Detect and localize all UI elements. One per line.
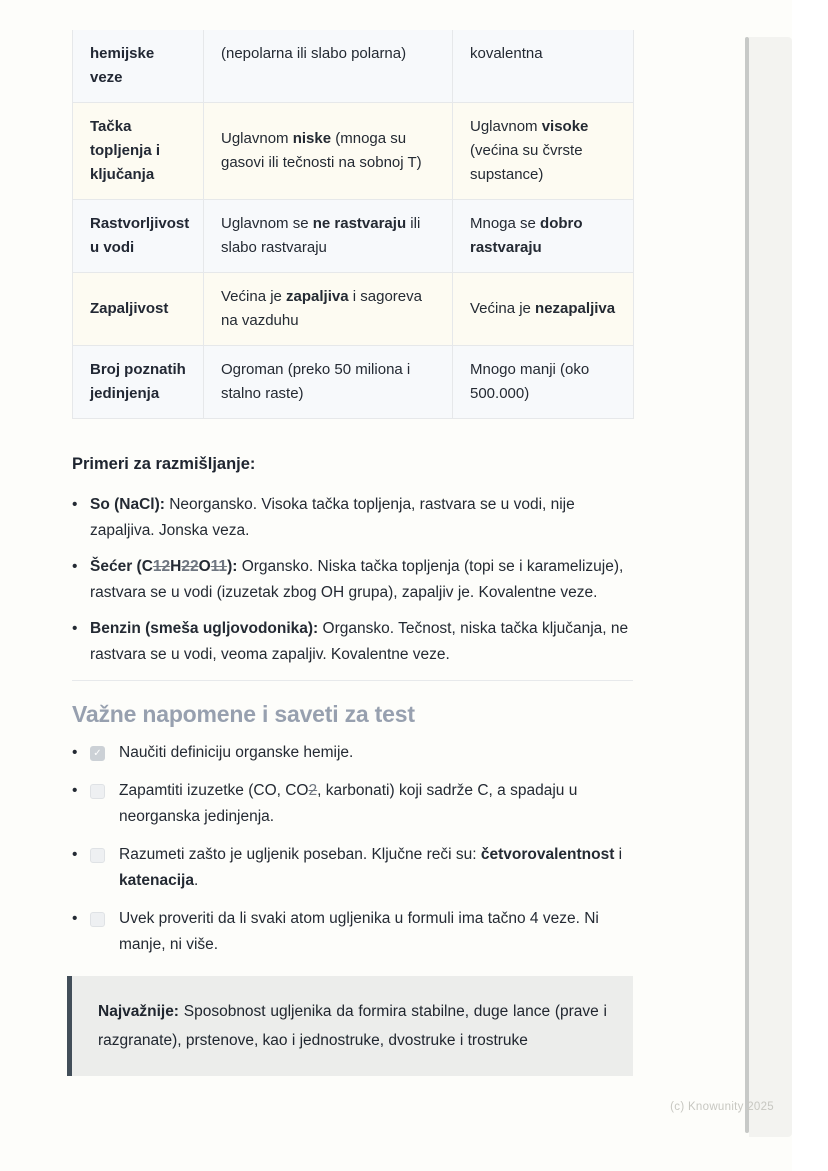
bold-text: katenacija	[119, 872, 194, 889]
copyright-watermark: (c) Knowunity 2025	[670, 1101, 774, 1113]
bullet-icon: •	[72, 910, 78, 927]
bold-text: Šećer (C	[90, 558, 153, 575]
checklist-text	[119, 778, 633, 830]
text: Ogroman (preko 50 miliona i stalno raste)	[221, 361, 411, 402]
text: i sagoreva na vazduhu	[221, 288, 422, 329]
example-text	[90, 616, 633, 668]
bold-text: dobro rastvaraju	[470, 215, 583, 256]
viewer-gutter	[749, 37, 792, 1137]
callout-important	[72, 976, 633, 1076]
attribute-cell: Rastvorljivost u vodi	[73, 200, 204, 273]
callout-accent-bar	[67, 976, 72, 1076]
section-divider	[72, 680, 633, 681]
inorganic-cell	[453, 103, 634, 200]
checklist-text	[119, 842, 633, 894]
text: Razumeti zašto je ugljenik poseban. Ključne reči su:	[119, 846, 481, 863]
bold-text: So (NaCl):	[90, 496, 165, 513]
text: Većina je	[221, 288, 287, 305]
bold-text: ne rastvaraju	[312, 215, 407, 232]
text: Organsko. Niska tačka topljenja (topi se i karamelizuje), rastvara se u vodi (izuzetak zbog OH grupa), zapaljiv je. Kovalentne veze.	[90, 558, 624, 601]
page-right-margin	[792, 0, 828, 1171]
bold-text: H	[170, 558, 182, 575]
bullet-icon: •	[72, 496, 78, 513]
bold-text: Najvažnije:	[98, 1003, 179, 1020]
organic-cell	[204, 346, 453, 419]
organic-cell	[204, 273, 453, 346]
text: Mnoga se	[470, 215, 541, 232]
example-text	[90, 492, 633, 544]
inorganic-cell	[453, 346, 634, 419]
checklist-item	[72, 778, 633, 830]
text: i	[614, 846, 623, 863]
text: Uvek proveriti da li svaki atom ugljenika u formuli ima tačno 4 veze. Ni manje, ni više.	[119, 910, 599, 953]
bullet-icon: •	[72, 846, 78, 863]
attribute-cell: Tačka topljenja i ključanja	[73, 103, 204, 200]
text: (mnoga su gasovi ili tečnosti na sobnoj T)	[221, 130, 422, 171]
scrollbar-thumb[interactable]	[745, 37, 749, 1133]
example-item	[72, 554, 633, 606]
bold-text: četvorovalentnost	[480, 846, 615, 863]
attribute-cell: Broj poznatih jedinjenja	[73, 346, 204, 419]
text: (nepolarna ili slabo polarna)	[221, 45, 407, 62]
example-item	[72, 616, 633, 668]
examples-list	[72, 492, 633, 668]
attribute-cell: hemijske veze	[73, 30, 204, 103]
text: ili slabo rastvaraju	[221, 215, 421, 256]
checklist-item	[72, 842, 633, 894]
inorganic-cell	[453, 200, 634, 273]
bold-text: Benzin (smeša ugljovodonika):	[90, 620, 319, 637]
note-content	[72, 30, 633, 1076]
checkbox-unchecked[interactable]	[90, 784, 105, 799]
checkbox-unchecked[interactable]	[90, 912, 105, 927]
text: kovalentna	[470, 45, 543, 62]
bold-text: O	[198, 558, 211, 575]
organic-cell	[204, 30, 453, 103]
struck-text: 11	[210, 558, 228, 575]
callout-text	[72, 976, 633, 1055]
table-row	[73, 346, 634, 419]
text: , karbonati) koji sadrže C, a spadaju u neorganska jedinjenja.	[119, 782, 578, 825]
bullet-icon: •	[72, 620, 78, 637]
organic-cell	[204, 103, 453, 200]
checklist-text	[119, 740, 633, 766]
checklist-item	[72, 906, 633, 958]
text: (većina su čvrste supstance)	[470, 142, 583, 183]
text: Organsko. Tečnost, niska tačka ključanja, ne rastvara se u vodi, veoma zapaljiv. Kovalentne veze.	[90, 620, 629, 663]
table-row	[73, 30, 634, 103]
checkbox-unchecked[interactable]	[90, 848, 105, 863]
checklist-text	[119, 906, 633, 958]
example-item	[72, 492, 633, 544]
bold-text: nezapaljiva	[535, 300, 616, 317]
text: Sposobnost ugljenika da formira stabilne, duge lance (prave i razgranate), prstenove, kao i jednostruke, dvostruke i trostruke	[98, 1003, 607, 1049]
text: Zapamtiti izuzetke (CO, CO	[119, 782, 309, 799]
checklist-item	[72, 740, 633, 766]
text: Mnogo manji (oko 500.000)	[470, 361, 590, 402]
text: Većina je	[470, 300, 536, 317]
comparison-table	[72, 30, 634, 419]
table-row	[73, 200, 634, 273]
notes-heading: Važne napomene i saveti za test	[72, 701, 415, 727]
bullet-icon: •	[72, 744, 78, 761]
bullet-icon: •	[72, 782, 78, 799]
checkbox-checked[interactable]: ✓	[90, 746, 105, 761]
example-text	[90, 554, 633, 606]
bold-text: ):	[227, 558, 238, 575]
attribute-cell: Zapaljivost	[73, 273, 204, 346]
text: .	[193, 872, 199, 889]
examples-heading: Primeri za razmišljanje:	[72, 455, 256, 473]
text: Uglavnom	[470, 118, 542, 135]
table-row	[73, 273, 634, 346]
bold-text: visoke	[541, 118, 589, 135]
bold-text: niske	[292, 130, 332, 147]
bold-text: zapaljiva	[286, 288, 349, 305]
text: Uglavnom se	[221, 215, 313, 232]
bullet-icon: •	[72, 558, 78, 575]
struck-text: 2	[308, 782, 318, 799]
organic-cell	[204, 200, 453, 273]
text: Neorgansko. Visoka tačka topljenja, rastvara se u vodi, nije zapaljiva. Jonska veza.	[90, 496, 575, 539]
struck-text: 12	[152, 558, 171, 575]
inorganic-cell	[453, 273, 634, 346]
table-row	[73, 103, 634, 200]
text: Naučiti definiciju organske hemije.	[119, 744, 354, 761]
struck-text: 22	[181, 558, 199, 575]
checklist	[72, 740, 633, 958]
inorganic-cell	[453, 30, 634, 103]
text: Uglavnom	[221, 130, 293, 147]
